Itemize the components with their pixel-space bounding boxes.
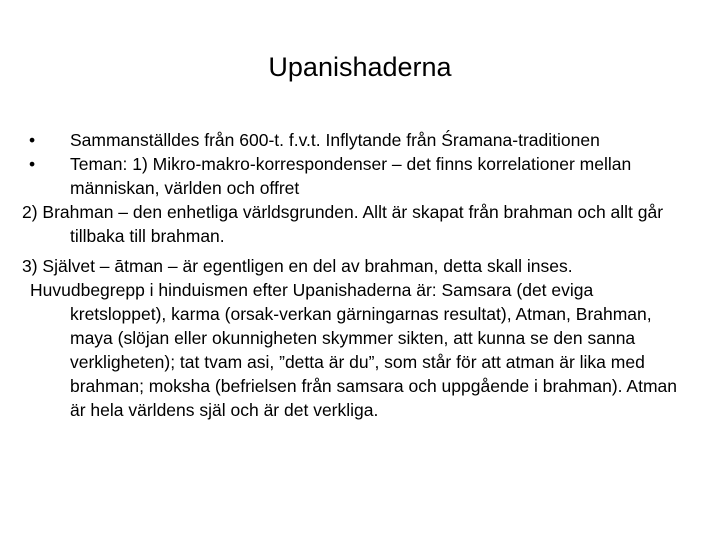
bullet-text: Sammanställdes från 600-t. f.v.t. Inflytande från Śramana-traditionen bbox=[70, 130, 600, 150]
bullet-item-1 bbox=[22, 128, 692, 152]
bullet-marker: • bbox=[29, 154, 36, 174]
key-concepts-paragraph: Huvudbegrepp i hinduismen efter Upanishaderna är: Samsara (det eviga kretsloppet), karma (orsak-verkan gärningarnas resultat), Atman, Brahman, maya (slöjan eller okunnigheten skymmer sikten, att kunna se den sanna verkligheten); tat tvam asi, ”detta är du”, som står för att atman är lika med brahman; moksha (befrielsen från samsara och uppgående i brahman). Atman är hela världens själ och är det verkliga. bbox=[30, 280, 677, 420]
numbered-item-2: 2) Brahman – den enhetliga världsgrunden. Allt är skapat från brahman och allt går tillbaka till brahman. bbox=[22, 202, 664, 246]
slide-body bbox=[22, 128, 692, 422]
bullet-item-2 bbox=[22, 152, 692, 200]
slide-title: Upanishaderna bbox=[268, 52, 452, 82]
numbered-item-3: 3) Självet – ātman – är egentligen en del av brahman, detta skall inses. bbox=[22, 256, 573, 276]
bullet-text: Teman: 1) Mikro-makro-korrespondenser – det finns korrelationer mellan människan, världen och offret bbox=[70, 154, 632, 198]
bullet-marker: • bbox=[29, 130, 36, 150]
